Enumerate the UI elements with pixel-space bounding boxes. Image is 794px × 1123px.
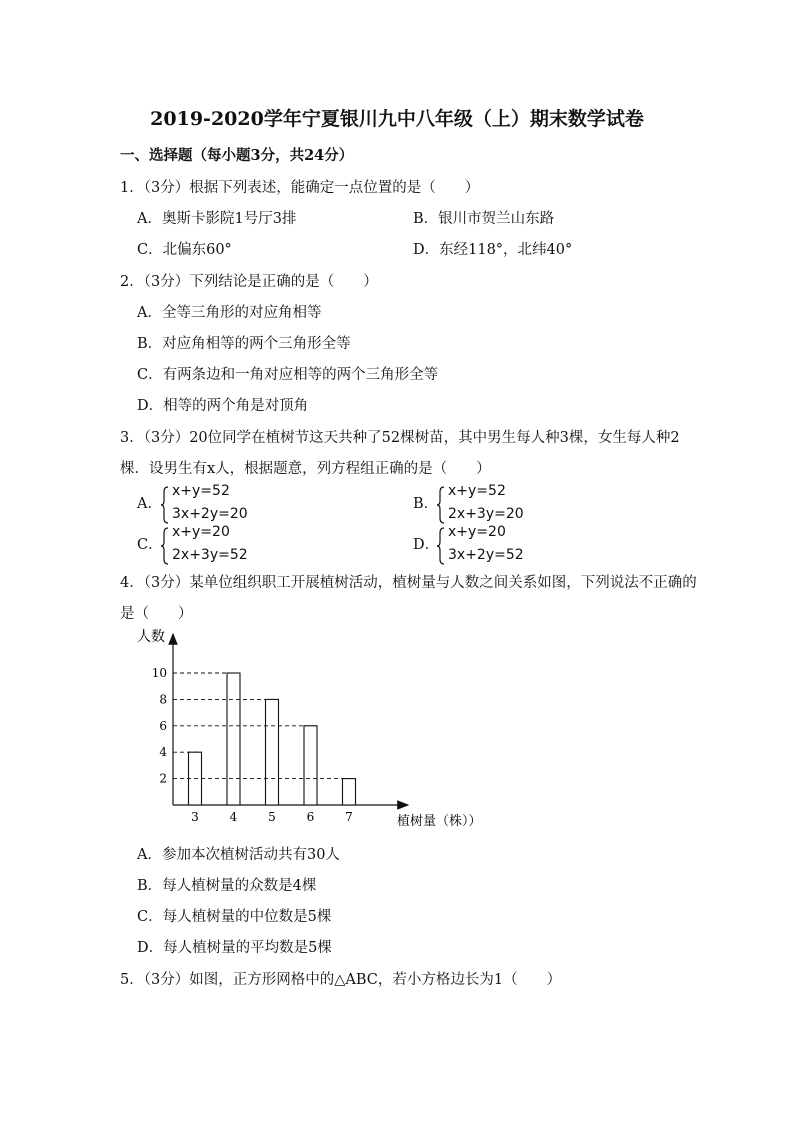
q4-stem-line2: 是（ ） xyxy=(120,606,193,622)
q4-option-c: C．每人植树量的中位数是5棵 xyxy=(137,909,332,925)
q1-option-c: C．北偏东60° xyxy=(137,242,232,258)
q3-c-equation-1: x+y=20 xyxy=(172,524,230,540)
y-tick-label: 8 xyxy=(159,692,167,707)
q3-option-b-label: B． xyxy=(413,496,439,512)
y-tick-label: 6 xyxy=(159,718,167,733)
bar-6 xyxy=(304,726,317,805)
x-tick-label: 3 xyxy=(191,810,199,824)
q2-option-a: A．全等三角形的对应角相等 xyxy=(137,305,322,321)
page-title: 2019-2020学年宁夏银川九中八年级（上）期末数学试卷 xyxy=(150,108,644,130)
y-tick-label: 10 xyxy=(151,666,167,680)
brace-icon xyxy=(436,527,446,565)
q3-option-d-label: D． xyxy=(413,537,440,553)
q3-d-equation-1: x+y=20 xyxy=(448,524,506,540)
q1-option-a: A．奥斯卡影院1号厅3排 xyxy=(137,211,297,227)
q3-stem-line2: 棵．设男生有x人，根据题意，列方程组正确的是（ ） xyxy=(120,461,491,477)
y-tick-label: 2 xyxy=(159,771,167,786)
q1-option-d: D．东经118°，北纬40° xyxy=(413,242,573,258)
x-tick-label: 6 xyxy=(306,810,315,824)
y-axis-label: 人数 xyxy=(137,629,165,645)
brace-icon xyxy=(160,486,170,524)
x-tick-label: 4 xyxy=(229,810,238,824)
q5-stem: 5．（3分）如图，正方形网格中的△ABC，若小方格边长为1（ ） xyxy=(120,972,562,988)
q4-bar-chart xyxy=(120,622,520,832)
bar-4 xyxy=(227,673,240,805)
q2-option-b: B．对应角相等的两个三角形全等 xyxy=(137,336,351,352)
y-tick-label: 4 xyxy=(159,745,167,760)
x-tick-label: 7 xyxy=(345,810,353,824)
q3-option-c-label: C． xyxy=(137,537,163,553)
bar-5 xyxy=(266,699,279,805)
q4-stem-line1: 4．（3分）某单位组织职工开展植树活动，植树量与人数之间关系如图，下列说法不正确的 xyxy=(120,575,697,591)
q2-option-d: D．相等的两个角是对顶角 xyxy=(137,398,309,414)
section-heading: 一、选择题（每小题3分，共24分） xyxy=(120,147,354,164)
q4-option-b: B．每人植树量的众数是4棵 xyxy=(137,878,317,894)
q3-option-a-label: A． xyxy=(137,496,162,512)
x-tick-label: 5 xyxy=(268,810,276,824)
brace-icon xyxy=(160,527,170,565)
q2-stem: 2．（3分）下列结论是正确的是（ ） xyxy=(120,274,378,290)
q4-option-d: D．每人植树量的平均数是5棵 xyxy=(137,940,332,956)
q3-a-equation-2: 3x+2y=20 xyxy=(172,506,248,522)
q3-stem-line1: 3．（3分）20位同学在植树节这天共种了52棵树苗，其中男生每人种3棵，女生每人种2 xyxy=(120,430,680,446)
q1-stem: 1．（3分）根据下列表述，能确定一点位置的是（ ） xyxy=(120,180,480,196)
q2-option-c: C．有两条边和一角对应相等的两个三角形全等 xyxy=(137,367,439,383)
q1-option-b: B．银川市贺兰山东路 xyxy=(413,211,555,227)
q4-option-a: A．参加本次植树活动共有30人 xyxy=(137,847,340,863)
bar-7 xyxy=(343,779,356,805)
q3-b-equation-1: x+y=52 xyxy=(448,483,506,499)
q3-c-equation-2: 2x+3y=52 xyxy=(172,547,248,563)
q3-d-equation-2: 3x+2y=52 xyxy=(448,547,524,563)
brace-icon xyxy=(436,486,446,524)
x-axis-label: 植树量（株）） xyxy=(397,814,482,829)
q3-a-equation-1: x+y=52 xyxy=(172,483,230,499)
q3-b-equation-2: 2x+3y=20 xyxy=(448,506,524,522)
